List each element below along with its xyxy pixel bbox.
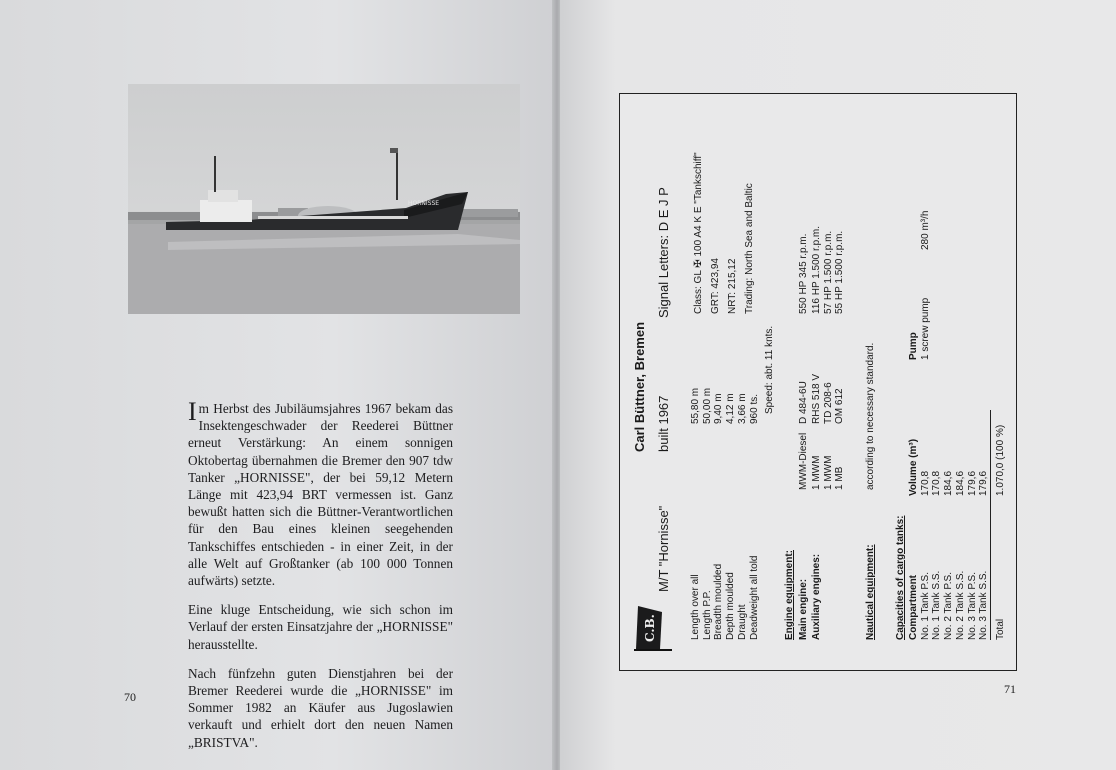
aux-engine-power: 116 HP 1.500 r.p.m. 57 HP 1.500 r.p.m. 55 HP 1.500 r.p.m.: [811, 225, 846, 314]
aux-engine-model: RHS 518 V TD 208-6 OM 612: [811, 373, 846, 424]
cargo-col-compartment: Compartment: [908, 574, 919, 640]
cargo-heading: Capacities of cargo tanks:: [895, 515, 906, 640]
table-row: No. 3 Tank S.S. 179,6: [978, 470, 990, 640]
dimension-labels: Length over all Length P.P. Breadth moulded Depth moulded Draught Deadweight all told: [690, 555, 760, 640]
logo-letters: C.B.: [643, 614, 657, 642]
page-number-left: 70: [124, 690, 136, 704]
cargo-table: [908, 410, 1007, 640]
class-info: Class: GL ✠ 100 A4 K E "Tankschiff" GRT: 423,94 NRT: 215,12 Trading: North Sea and Baltic: [693, 152, 755, 314]
paragraph-2: Eine kluge Entscheidung, wie sich schon im Verlauf der ersten Einsatzjahre der „HORNISSE" herausstellte.: [188, 602, 453, 652]
signal-letters: Signal Letters: D E J P: [656, 187, 671, 318]
ship-data-sheet: [619, 93, 1017, 671]
dimension-values: 55,80 m 50,00 m 9,40 m 4,12 m 3,66 m 960 ts.: [690, 387, 760, 424]
table-row: No. 1 Tank S.S. 170,8: [931, 470, 943, 640]
hull-name-text: HORNISSE: [408, 200, 440, 207]
pump-rate: 280 m³/h: [920, 210, 931, 250]
page-number-right: 71: [1004, 682, 1016, 696]
table-row: No. 2 Tank P.S. 184,6: [943, 470, 955, 640]
vessel-name: M/T "Hornisse": [656, 505, 671, 592]
article-text: [188, 397, 453, 763]
aux-engine-qty: 1 MWM 1 MWM 1 MB: [811, 455, 846, 490]
main-engine-power: 550 HP 345 r.p.m.: [798, 233, 809, 314]
speed: Speed: abt. 11 knts.: [764, 325, 775, 414]
paragraph-3: Nach fünfzehn guten Dienstjahren bei der Bremer Reederei wurde die „HORNISSE" im Sommer 1982 an Käufer aus Jugoslawien verkauft und erhielt dort den neuen Namen „BRISTVA".: [188, 665, 453, 750]
rotated-sheet-content: [620, 94, 1016, 670]
table-row: No. 2 Tank S.S. 184,6: [954, 470, 966, 640]
main-engine-model: D 484-6U: [798, 381, 809, 424]
drop-cap: I: [188, 397, 197, 426]
left-page: [0, 0, 556, 770]
pump-type: 1 screw pump: [920, 297, 931, 360]
pump-heading: Pump: [908, 332, 919, 360]
main-engine-label: Main engine:: [798, 578, 809, 640]
main-engine-maker: MWM-Diesel: [798, 432, 809, 490]
company-flag-logo: [632, 604, 672, 652]
engine-heading: Engine equipment:: [784, 550, 795, 640]
aux-engine-label: Auxiliary engines:: [811, 553, 822, 640]
total-row: Total 1.070,0 (100 %): [990, 410, 1006, 640]
nautical-text: according to necessary standard.: [865, 342, 876, 490]
built-year: built 1967: [656, 395, 671, 452]
paragraph-1: Im Herbst des Jubiläumsjahres 1967 bekam das Insektengeschwader der Reederei Büttner erneut Verstärkung: An einem sonnigen Oktobertag übernahmen die Bremer den 907 tdw Tanker „HORNISSE", der bei 59,12 Metern Länge mit 423,94 BRT vermessen ist. Ganz bewußt hatten sich die Büttner-Verantwortlichen für den Bau eines kleinen seegehenden Tankschiffes entschieden - in einer Zeit, in der alle Welt auf Großtanker (ab 100 000 Tonnen aufwärts) setzte.: [188, 397, 453, 589]
nautical-heading: Nautical equipment:: [865, 544, 876, 640]
owner-title: Carl Büttner, Bremen: [632, 321, 647, 452]
ship-photo: [128, 84, 520, 314]
table-row: No. 3 Tank P.S. 179,6: [966, 470, 978, 640]
cargo-col-volume: Volume (m³): [908, 438, 919, 496]
table-row: No. 1 Tank P.S. 170,8: [919, 470, 931, 640]
